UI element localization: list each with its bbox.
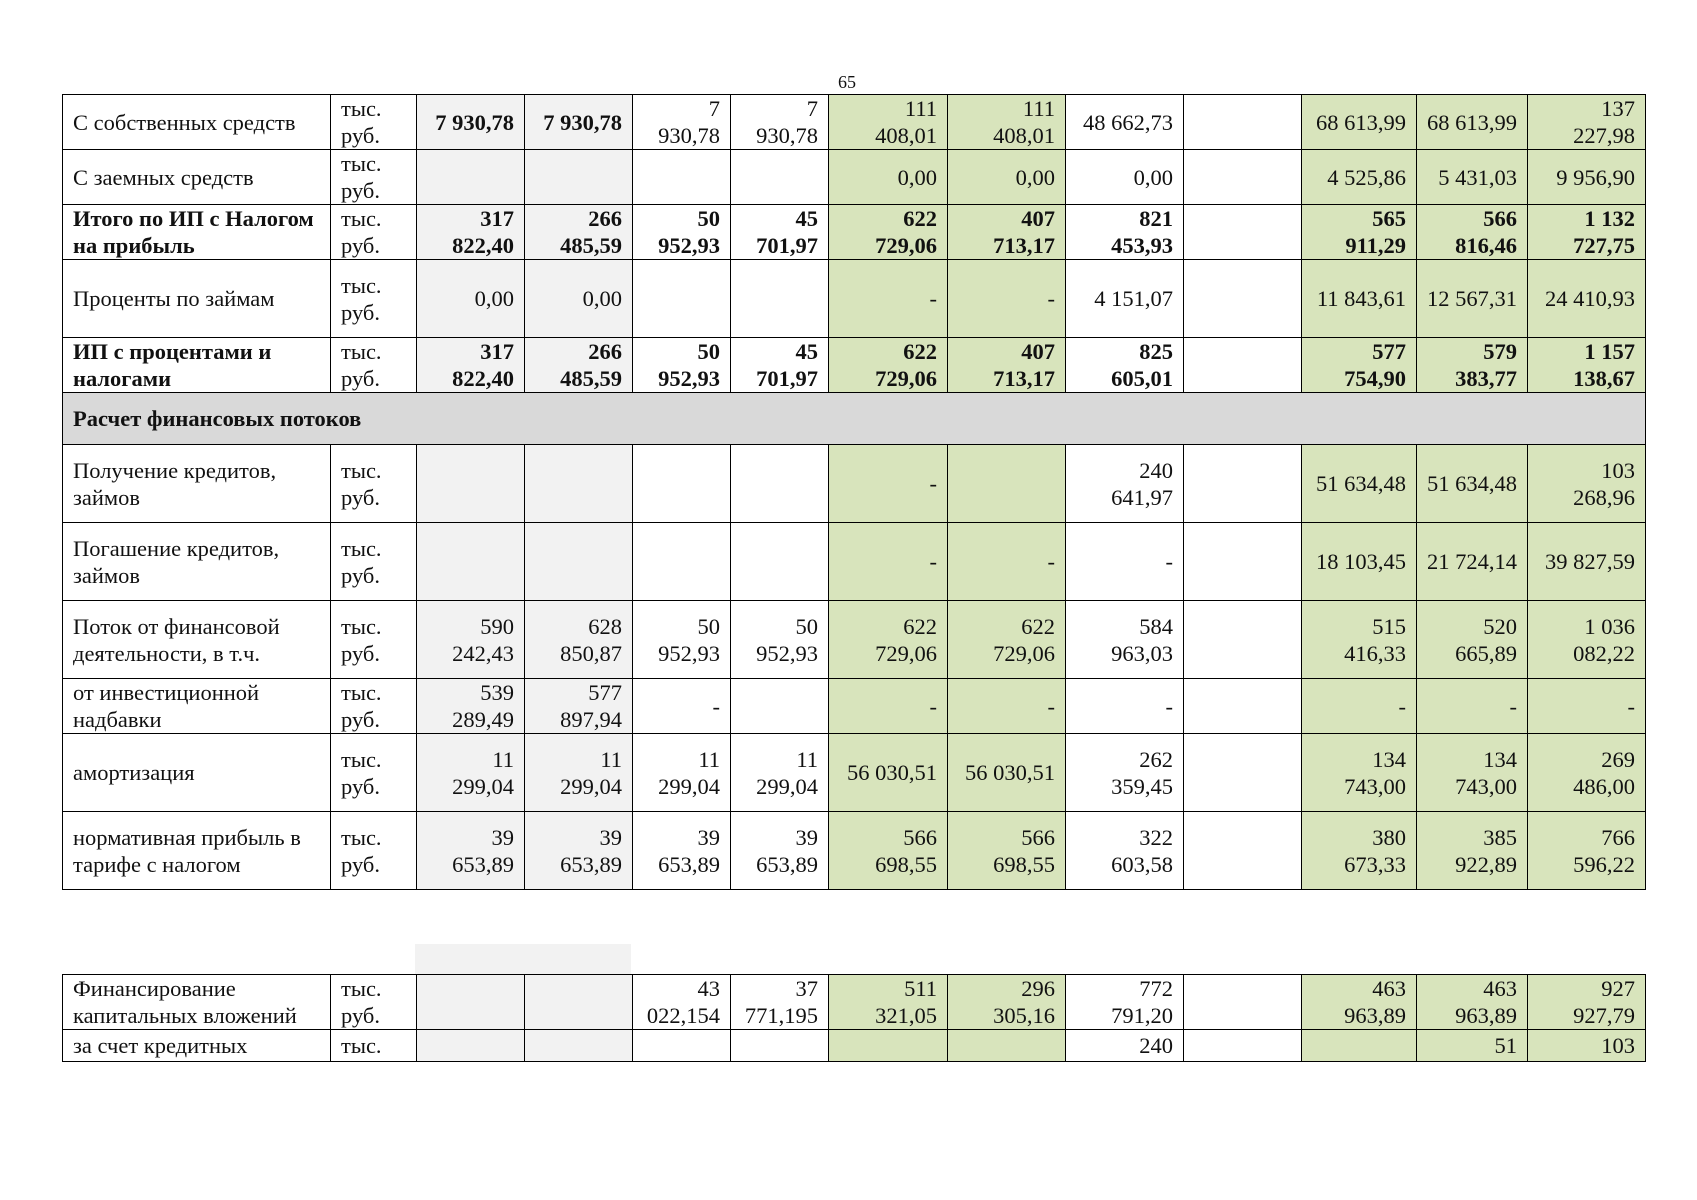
value-cell	[1184, 975, 1302, 1030]
value-cell: 4 525,86	[1302, 150, 1417, 205]
value-cell: 103	[1528, 1030, 1646, 1062]
value-cell	[731, 445, 829, 523]
value-cell: 39 653,89	[417, 812, 525, 890]
value-cell: 39 827,59	[1528, 523, 1646, 601]
value-cell: 296 305,16	[948, 975, 1066, 1030]
row-label: С заемных средств	[63, 150, 331, 205]
value-cell	[1184, 734, 1302, 812]
value-cell: -	[1066, 523, 1184, 601]
value-cell: 628 850,87	[525, 601, 633, 679]
unit-cell: тыс. руб.	[331, 679, 417, 734]
value-cell	[633, 523, 731, 601]
value-cell: 21 724,14	[1417, 523, 1528, 601]
value-cell	[731, 150, 829, 205]
value-cell: 134 743,00	[1302, 734, 1417, 812]
value-cell: 4 151,07	[1066, 260, 1184, 338]
value-cell: 407 713,17	[948, 205, 1066, 260]
table-row	[63, 260, 1646, 338]
value-cell	[525, 1030, 633, 1062]
value-cell: 463 963,89	[1417, 975, 1528, 1030]
table-row	[63, 734, 1646, 812]
value-cell: 584 963,03	[1066, 601, 1184, 679]
unit-cell: тыс. руб.	[331, 205, 417, 260]
value-cell: 622 729,06	[829, 338, 948, 393]
value-cell: -	[633, 679, 731, 734]
value-cell: 579 383,77	[1417, 338, 1528, 393]
unit-cell: тыс. руб.	[331, 445, 417, 523]
table-row	[63, 95, 1646, 150]
value-cell	[417, 445, 525, 523]
value-cell: 622 729,06	[829, 205, 948, 260]
value-cell: 134 743,00	[1417, 734, 1528, 812]
value-cell: 622 729,06	[829, 601, 948, 679]
value-cell: 927 927,79	[1528, 975, 1646, 1030]
value-cell: -	[1417, 679, 1528, 734]
value-cell: 407 713,17	[948, 338, 1066, 393]
value-cell: 111 408,01	[829, 95, 948, 150]
value-cell	[1184, 95, 1302, 150]
value-cell: -	[829, 445, 948, 523]
table-row	[63, 205, 1646, 260]
value-cell: 50 952,93	[633, 601, 731, 679]
unit-cell: тыс. руб.	[331, 95, 417, 150]
value-cell	[731, 1030, 829, 1062]
value-cell: 825 605,01	[1066, 338, 1184, 393]
value-cell: 463 963,89	[1302, 975, 1417, 1030]
value-cell: -	[1528, 679, 1646, 734]
value-cell: 1 157 138,67	[1528, 338, 1646, 393]
row-label: Поток от финансовой деятельности, в т.ч.	[63, 601, 331, 679]
table-row	[63, 975, 1646, 1030]
value-cell: -	[1066, 679, 1184, 734]
value-cell: 262 359,45	[1066, 734, 1184, 812]
row-label: от инвестиционной надбавки	[63, 679, 331, 734]
value-cell: 577 897,94	[525, 679, 633, 734]
value-cell: 39 653,89	[731, 812, 829, 890]
value-cell: 51 634,48	[1302, 445, 1417, 523]
table-row	[63, 812, 1646, 890]
value-cell: 240	[1066, 1030, 1184, 1062]
unit-cell: тыс. руб.	[331, 150, 417, 205]
value-cell: 511 321,05	[829, 975, 948, 1030]
value-cell: 772 791,20	[1066, 975, 1184, 1030]
value-cell	[417, 1030, 525, 1062]
table-row	[63, 445, 1646, 523]
value-cell: 1 036 082,22	[1528, 601, 1646, 679]
row-label: С собственных средств	[63, 95, 331, 150]
value-cell: 590 242,43	[417, 601, 525, 679]
section-title: Расчет финансовых потоков	[63, 393, 1646, 445]
value-cell: 103 268,96	[1528, 445, 1646, 523]
value-cell	[1184, 260, 1302, 338]
value-cell: 539 289,49	[417, 679, 525, 734]
row-label: Проценты по займам	[63, 260, 331, 338]
value-cell: 11 299,04	[633, 734, 731, 812]
value-cell: 56 030,51	[948, 734, 1066, 812]
row-label: нормативная прибыль в тарифе с налогом	[63, 812, 331, 890]
value-cell	[525, 150, 633, 205]
row-label: Погашение кредитов, займов	[63, 523, 331, 601]
row-label: Получение кредитов, займов	[63, 445, 331, 523]
value-cell: 39 653,89	[525, 812, 633, 890]
table-row	[63, 1030, 1646, 1062]
section-row	[63, 393, 1646, 445]
gray-gap-band	[415, 944, 631, 974]
value-cell	[731, 523, 829, 601]
value-cell: 5 431,03	[1417, 150, 1528, 205]
value-cell	[1184, 205, 1302, 260]
value-cell: 11 299,04	[525, 734, 633, 812]
table-row	[63, 338, 1646, 393]
value-cell: 322 603,58	[1066, 812, 1184, 890]
table-row	[63, 523, 1646, 601]
value-cell: 51 634,48	[1417, 445, 1528, 523]
value-cell: -	[948, 260, 1066, 338]
value-cell: 48 662,73	[1066, 95, 1184, 150]
value-cell	[417, 975, 525, 1030]
row-label: за счет кредитных	[63, 1030, 331, 1062]
value-cell: -	[829, 523, 948, 601]
value-cell: 269 486,00	[1528, 734, 1646, 812]
value-cell: 622 729,06	[948, 601, 1066, 679]
value-cell: 0,00	[417, 260, 525, 338]
value-cell: -	[948, 679, 1066, 734]
value-cell: 11 299,04	[731, 734, 829, 812]
value-cell	[417, 523, 525, 601]
value-cell: 7 930,78	[633, 95, 731, 150]
value-cell: 12 567,31	[1417, 260, 1528, 338]
value-cell: 1 132 727,75	[1528, 205, 1646, 260]
value-cell: 317 822,40	[417, 338, 525, 393]
value-cell	[948, 445, 1066, 523]
value-cell: 520 665,89	[1417, 601, 1528, 679]
value-cell	[1184, 338, 1302, 393]
value-cell	[1184, 1030, 1302, 1062]
value-cell: 9 956,90	[1528, 150, 1646, 205]
table-row	[63, 150, 1646, 205]
value-cell	[1184, 679, 1302, 734]
value-cell	[525, 445, 633, 523]
value-cell: 0,00	[525, 260, 633, 338]
value-cell	[1184, 445, 1302, 523]
value-cell	[829, 1030, 948, 1062]
value-cell: -	[829, 260, 948, 338]
value-cell	[633, 260, 731, 338]
value-cell	[633, 150, 731, 205]
row-label: Финансирование капитальных вложений	[63, 975, 331, 1030]
unit-cell: тыс. руб.	[331, 812, 417, 890]
unit-cell: тыс. руб.	[331, 975, 417, 1030]
value-cell: 18 103,45	[1302, 523, 1417, 601]
page-number: 65	[838, 72, 856, 92]
value-cell: 566 816,46	[1417, 205, 1528, 260]
value-cell: 111 408,01	[948, 95, 1066, 150]
value-cell: 766 596,22	[1528, 812, 1646, 890]
value-cell	[731, 679, 829, 734]
value-cell	[417, 150, 525, 205]
value-cell	[525, 523, 633, 601]
value-cell: 51	[1417, 1030, 1528, 1062]
value-cell	[525, 975, 633, 1030]
value-cell: 565 911,29	[1302, 205, 1417, 260]
value-cell: -	[1302, 679, 1417, 734]
value-cell	[948, 1030, 1066, 1062]
row-label: Итого по ИП с Налогом на прибыль	[63, 205, 331, 260]
unit-cell: тыс. руб.	[331, 523, 417, 601]
row-label: ИП с процентами и налогами	[63, 338, 331, 393]
value-cell: 50 952,93	[731, 601, 829, 679]
value-cell: 7 930,78	[417, 95, 525, 150]
value-cell: 240 641,97	[1066, 445, 1184, 523]
value-cell: -	[829, 679, 948, 734]
value-cell: 68 613,99	[1302, 95, 1417, 150]
value-cell: 7 930,78	[731, 95, 829, 150]
value-cell: 39 653,89	[633, 812, 731, 890]
value-cell: 566 698,55	[829, 812, 948, 890]
value-cell: 380 673,33	[1302, 812, 1417, 890]
value-cell: 45 701,97	[731, 338, 829, 393]
value-cell	[633, 445, 731, 523]
unit-cell: тыс. руб.	[331, 338, 417, 393]
value-cell: 266 485,59	[525, 338, 633, 393]
unit-cell: тыс. руб.	[331, 734, 417, 812]
value-cell	[1184, 150, 1302, 205]
value-cell: 0,00	[1066, 150, 1184, 205]
value-cell: 43 022,154	[633, 975, 731, 1030]
unit-cell: тыс. руб.	[331, 601, 417, 679]
value-cell: 56 030,51	[829, 734, 948, 812]
financial-table	[62, 94, 1646, 890]
value-cell	[1184, 812, 1302, 890]
unit-cell: тыс. руб.	[331, 260, 417, 338]
value-cell	[633, 1030, 731, 1062]
value-cell	[1184, 523, 1302, 601]
value-cell: 821 453,93	[1066, 205, 1184, 260]
value-cell: 50 952,93	[633, 205, 731, 260]
value-cell: 50 952,93	[633, 338, 731, 393]
value-cell: 7 930,78	[525, 95, 633, 150]
table-row	[63, 601, 1646, 679]
value-cell	[1302, 1030, 1417, 1062]
value-cell: 45 701,97	[731, 205, 829, 260]
value-cell: 24 410,93	[1528, 260, 1646, 338]
table-row	[63, 679, 1646, 734]
value-cell: 515 416,33	[1302, 601, 1417, 679]
value-cell: 0,00	[948, 150, 1066, 205]
value-cell: 68 613,99	[1417, 95, 1528, 150]
row-label: амортизация	[63, 734, 331, 812]
financing-table	[62, 974, 1646, 1062]
value-cell: 11 843,61	[1302, 260, 1417, 338]
unit-cell: тыс.	[331, 1030, 417, 1062]
value-cell	[1184, 601, 1302, 679]
value-cell: 385 922,89	[1417, 812, 1528, 890]
value-cell: 11 299,04	[417, 734, 525, 812]
value-cell: 266 485,59	[525, 205, 633, 260]
value-cell: 577 754,90	[1302, 338, 1417, 393]
value-cell: 566 698,55	[948, 812, 1066, 890]
value-cell: 0,00	[829, 150, 948, 205]
value-cell: -	[948, 523, 1066, 601]
value-cell	[731, 260, 829, 338]
value-cell: 137 227,98	[1528, 95, 1646, 150]
value-cell: 37 771,195	[731, 975, 829, 1030]
value-cell: 317 822,40	[417, 205, 525, 260]
